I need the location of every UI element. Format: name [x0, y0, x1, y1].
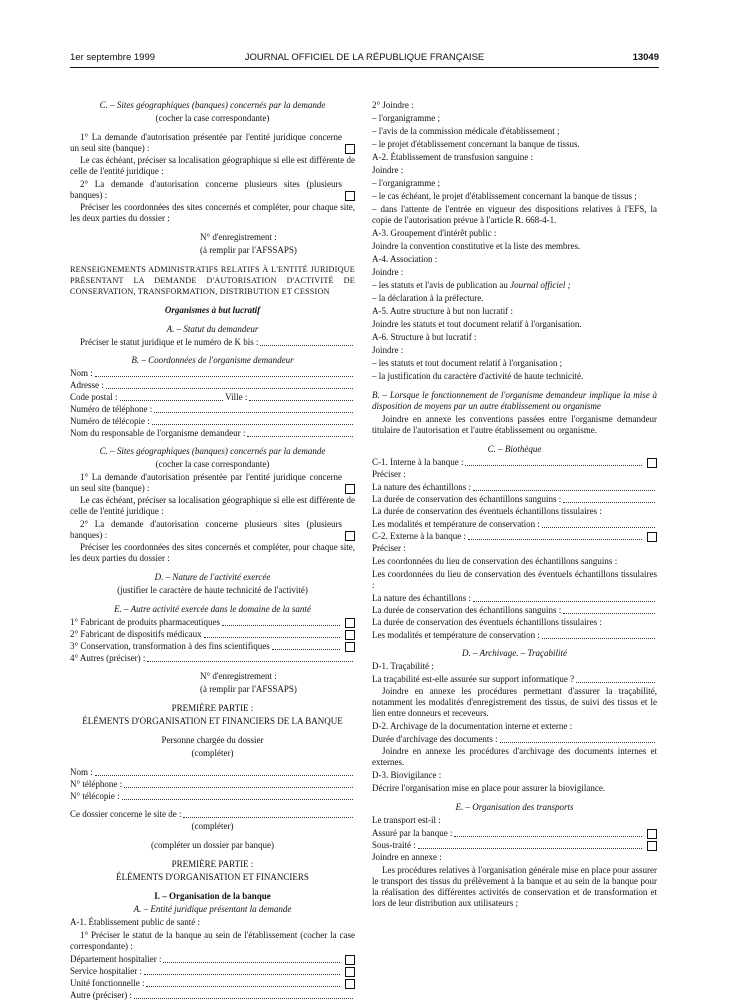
section-c2-title: C. – Sites géographiques (banques) concernés par la demande: [99, 446, 326, 456]
section-b-title: B. – Coordonnées de l'organisme demandeur: [131, 355, 294, 365]
responsable-field[interactable]: Nom du responsable de l'organisme demandeur :: [70, 428, 355, 439]
c2-field-4[interactable]: La durée de conservation des échantillons sanguins :: [372, 605, 657, 616]
site-field[interactable]: Ce dossier concerne le site de :: [70, 809, 355, 820]
a4-heading: A-4. Association :: [372, 254, 438, 264]
c2-preciser: Préciser :: [372, 543, 406, 553]
telephone-field[interactable]: Numéro de téléphone :: [70, 404, 355, 415]
list1-item-1: – l'organigramme ;: [372, 113, 440, 123]
single-site-line-2: 1° La demande d'autorisation présentée par l'entité juridique concerne un seul site (banque) :: [70, 472, 355, 494]
person-fax-field[interactable]: N° télécopie :: [70, 791, 355, 802]
a1-checkbox-3[interactable]: [345, 979, 355, 989]
transport-option-2: Sous-traité :: [372, 840, 657, 851]
list4-item-1: – les statuts et l'avis de publication au Journal officiel ;: [372, 280, 571, 290]
list2-item-2: – le cas échéant, le projet d'établissement concernant la banque de tissus ;: [372, 191, 637, 201]
a1-item-1: Département hospitalier :: [70, 954, 355, 965]
registration-number-2: N° d'enregistrement :: [200, 671, 277, 681]
multi-site-details-2: Préciser les coordonnées des sites concernés et compléter, pour chaque site, les deux parties du dossier :: [70, 542, 355, 563]
person-tel-field[interactable]: N° téléphone :: [70, 779, 355, 790]
section-b-right-title: B. – Lorsque le fonctionnement de l'organisme demandeur implique la mise à disposition de moyens par un autre établissement ou organisme: [372, 390, 657, 411]
multi-site-line-2: 2° La demande d'autorisation concerne plusieurs sites (plusieurs banques) :: [70, 519, 355, 541]
section-a-title: A. – Statut du demandeur: [166, 324, 259, 334]
activity-item-3: 3° Conservation, transformation à des fins scientifiques: [70, 641, 355, 652]
part1-title: ÉLÉMENTS D'ORGANISATION ET FINANCIERS DE LA BANQUE: [82, 716, 343, 726]
part1-label: PREMIÈRE PARTIE :: [171, 703, 254, 713]
list1-item-2: – l'avis de la commission médicale d'établissement ;: [372, 126, 560, 136]
archivage-title: D. – Archivage. – Traçabilité: [462, 648, 567, 658]
list6-item-2: – la justification du caractère d'activité de haute technicité.: [372, 371, 584, 381]
section-d-note: (justifier le caractère de haute technicité de l'activité): [117, 585, 308, 595]
admin-info-heading: RENSEIGNEMENTS ADMINISTRATIFS RELATIFS À L'ENTITÉ JURIDIQUE PRÉSENTANT LA DEMANDE D'AUTORISATION D'ACTIVITÉ DE CONSERVATION, TRANSFORMATION, DISTRIBUTION ET CESSION: [70, 265, 355, 296]
part1b-title: ÉLÉMENTS D'ORGANISATION ET FINANCIERS: [116, 872, 309, 882]
activity-item-2: 2° Fabricant de dispositifs médicaux: [70, 629, 355, 640]
section-c-note: (cocher la case correspondante): [155, 113, 270, 123]
section-d-title: D. – Nature de l'activité exercée: [154, 572, 271, 582]
c2-field-1[interactable]: Les coordonnées du lieu de conservation des échantillons sanguins :: [372, 556, 618, 566]
single-site-location: Le cas échéant, préciser sa localisation géographique si elle est différente de celle de l'entité juridique :: [70, 155, 355, 176]
one-dossier-note: (compléter un dossier par banque): [151, 840, 274, 850]
c1-field-3[interactable]: La durée de conservation des éventuels échantillons tissulaires :: [372, 506, 602, 516]
a3-text: Joindre la convention constitutive et la liste des membres.: [372, 241, 581, 251]
transport-checkbox-2[interactable]: [647, 841, 657, 851]
single-site-location-2: Le cas échéant, préciser sa localisation géographique si elle est différente de celle de l'entité juridique :: [70, 495, 355, 516]
c2-field-2[interactable]: Les coordonnées du lieu de conservation des éventuels échantillons tissulaires :: [372, 569, 657, 590]
a5-heading: A-5. Autre structure à but non lucratif :: [372, 306, 513, 316]
header-page-number: 13049: [632, 52, 659, 63]
single-site-checkbox[interactable]: [345, 144, 355, 154]
a2-joindre: Joindre :: [372, 165, 404, 175]
section-b-right-text: Joindre en annexe les conventions passées entre l'organisme demandeur titulaire de l'autorisation et l'autre établissement ou organisme.: [372, 414, 657, 435]
d2-heading: D-2. Archivage de la documentation interne et externe :: [372, 721, 573, 731]
d2-duree-field[interactable]: Durée d'archivage des documents :: [372, 734, 657, 745]
d3-heading: D-3. Biovigilance :: [372, 770, 442, 780]
a1-checkbox-2[interactable]: [345, 967, 355, 977]
activity-item-4[interactable]: 4° Autres (préciser) :: [70, 653, 355, 664]
a1-instruction: 1° Préciser le statut de la banque au sein de l'établissement (cocher la case correspondante) :: [70, 930, 355, 951]
telecopie-field[interactable]: Numéro de télécopie :: [70, 416, 355, 427]
c2-field-5[interactable]: La durée de conservation des éventuels échantillons tissulaires :: [372, 617, 602, 627]
list2-item-3: – dans l'attente de l'entrée en vigueur des dispositions relatives à l'EFS, la copie de l'autorisation prévue à l'article R. 668-4-1.: [372, 204, 657, 225]
transport-joindre: Joindre en annexe :: [372, 852, 442, 862]
c1-preciser: Préciser :: [372, 469, 406, 479]
code-postal-field[interactable]: Code postal : Ville :: [70, 392, 355, 403]
c1-line: C-1. Interne à la banque :: [372, 457, 657, 468]
list2-item-1: – l'organigramme ;: [372, 178, 440, 188]
right-column: [372, 100, 657, 911]
part1b-label: PREMIÈRE PARTIE :: [171, 859, 254, 869]
c2-field-6[interactable]: Les modalités et température de conservation :: [372, 630, 657, 641]
activity-checkbox-2[interactable]: [345, 630, 355, 640]
c1-field-4[interactable]: Les modalités et température de conservation :: [372, 519, 657, 530]
a1-autre-field[interactable]: Autre (préciser) :: [70, 990, 355, 1001]
nom-field[interactable]: Nom :: [70, 368, 355, 379]
registration-note-2: (à remplir par l'AFSSAPS): [200, 684, 297, 694]
biotheque-title: C. – Biothèque: [487, 444, 542, 454]
multi-site-checkbox[interactable]: [345, 191, 355, 201]
transport-question: Le transport est-il :: [372, 815, 441, 825]
transport-checkbox-1[interactable]: [647, 829, 657, 839]
d2-text: Joindre en annexe les procédures d'archivage des documents internes et externes.: [372, 746, 657, 767]
a6-joindre: Joindre :: [372, 345, 404, 355]
multi-site-checkbox-2[interactable]: [345, 531, 355, 541]
transport-text: Les procédures relatives à l'organisation générale mise en place pour assurer le transport des tissus du prélèvement à la banque et au sein de la banque pour la réalisation des différentes activités de conservation et de transformation et lors de leur distribution aux utilisateurs ;: [372, 865, 657, 908]
section-ia-title: A. – Entité juridique présentant la demande: [133, 904, 292, 914]
a1-item-2: Service hospitalier :: [70, 966, 355, 977]
dossier-person-label: Personne chargée du dossier: [161, 735, 264, 745]
section-i-title: I. – Organisation de la banque: [154, 891, 271, 901]
transport-option-1: Assuré par la banque :: [372, 828, 657, 839]
site-note: (compléter): [191, 821, 234, 831]
multi-site-details: Préciser les coordonnées des sites concernés et compléter, pour chaque site, les deux parties du dossier :: [70, 202, 355, 223]
adresse-field[interactable]: Adresse :: [70, 380, 355, 391]
multi-site-line: 2° La demande d'autorisation concerne plusieurs sites (plusieurs banques) :: [70, 179, 355, 201]
a3-heading: A-3. Groupement d'intérêt public :: [372, 228, 497, 238]
activity-checkbox-3[interactable]: [345, 642, 355, 652]
page-header: [70, 52, 659, 66]
transport-title: E. – Organisation des transports: [455, 802, 574, 812]
person-nom-field[interactable]: Nom :: [70, 767, 355, 778]
list1-item-3: – le projet d'établissement concernant la banque de tissus.: [372, 139, 580, 149]
activity-item-1: 1° Fabricant de produits pharmaceutiques: [70, 617, 355, 628]
c1-checkbox[interactable]: [647, 458, 657, 468]
a1-checkbox-1[interactable]: [345, 955, 355, 965]
header-journal-title: JOURNAL OFFICIEL DE LA RÉPUBLIQUE FRANÇAISE: [244, 52, 485, 63]
a6-heading: A-6. Structure à but lucratif :: [372, 332, 477, 342]
list6-item-1: – les statuts et tout document relatif à l'organisation ;: [372, 358, 563, 368]
left-column: [70, 100, 355, 1002]
d1-question[interactable]: La traçabilité est-elle assurée sur support informatique ?: [372, 674, 657, 685]
header-rule: [70, 67, 659, 68]
registration-number: N° d'enregistrement :: [200, 232, 277, 242]
a5-text: Joindre les statuts et tout document relatif à l'organisation.: [372, 319, 582, 329]
section-e-title: E. – Autre activité exercée dans le domaine de la santé: [114, 604, 311, 614]
single-site-checkbox-2[interactable]: [345, 484, 355, 494]
c2-checkbox[interactable]: [647, 532, 657, 542]
list4-item-2: – la déclaration à la préfecture.: [372, 293, 484, 303]
c2-line: C-2. Externe à la banque :: [372, 531, 657, 542]
section-c2-note: (cocher la case correspondante): [155, 459, 270, 469]
a4-joindre: Joindre :: [372, 267, 404, 277]
a1-item-3: Unité fonctionnelle :: [70, 978, 355, 989]
section-c-title: C. – Sites géographiques (banques) concernés par la demande: [99, 100, 326, 110]
header-date: 1er septembre 1999: [70, 52, 156, 63]
a1-heading: A-1. Établissement public de santé :: [70, 917, 200, 927]
c2-field-3[interactable]: La nature des échantillons :: [372, 593, 657, 604]
joindre-2: 2° Joindre :: [372, 100, 414, 110]
single-site-line: 1° La demande d'autorisation présentée par l'entité juridique concerne un seul site (banque) :: [70, 132, 355, 154]
dossier-person-note: (compléter): [191, 748, 234, 758]
d3-text: Décrire l'organisation mise en place pour assurer la biovigilance.: [372, 783, 606, 793]
activity-checkbox-1[interactable]: [345, 618, 355, 628]
d1-heading: D-1. Traçabilité :: [372, 661, 434, 671]
c1-field-2[interactable]: La durée de conservation des échantillons sanguins :: [372, 494, 657, 505]
a2-heading: A-2. Établissement de transfusion sanguine :: [372, 152, 533, 162]
c1-field-1[interactable]: La nature des échantillons :: [372, 482, 657, 493]
registration-note: (à remplir par l'AFSSAPS): [200, 245, 297, 255]
statut-field[interactable]: Préciser le statut juridique et le numéro de K bis :: [70, 337, 355, 348]
org-lucratif-title: Organismes à but lucratif: [164, 305, 261, 315]
d1-text: Joindre en annexe les procédures permettant d'assurer la traçabilité, notamment les modalités d'enregistrement des tissus, de suivi des tissus et le lien entre donneurs et receveurs.: [372, 686, 657, 718]
